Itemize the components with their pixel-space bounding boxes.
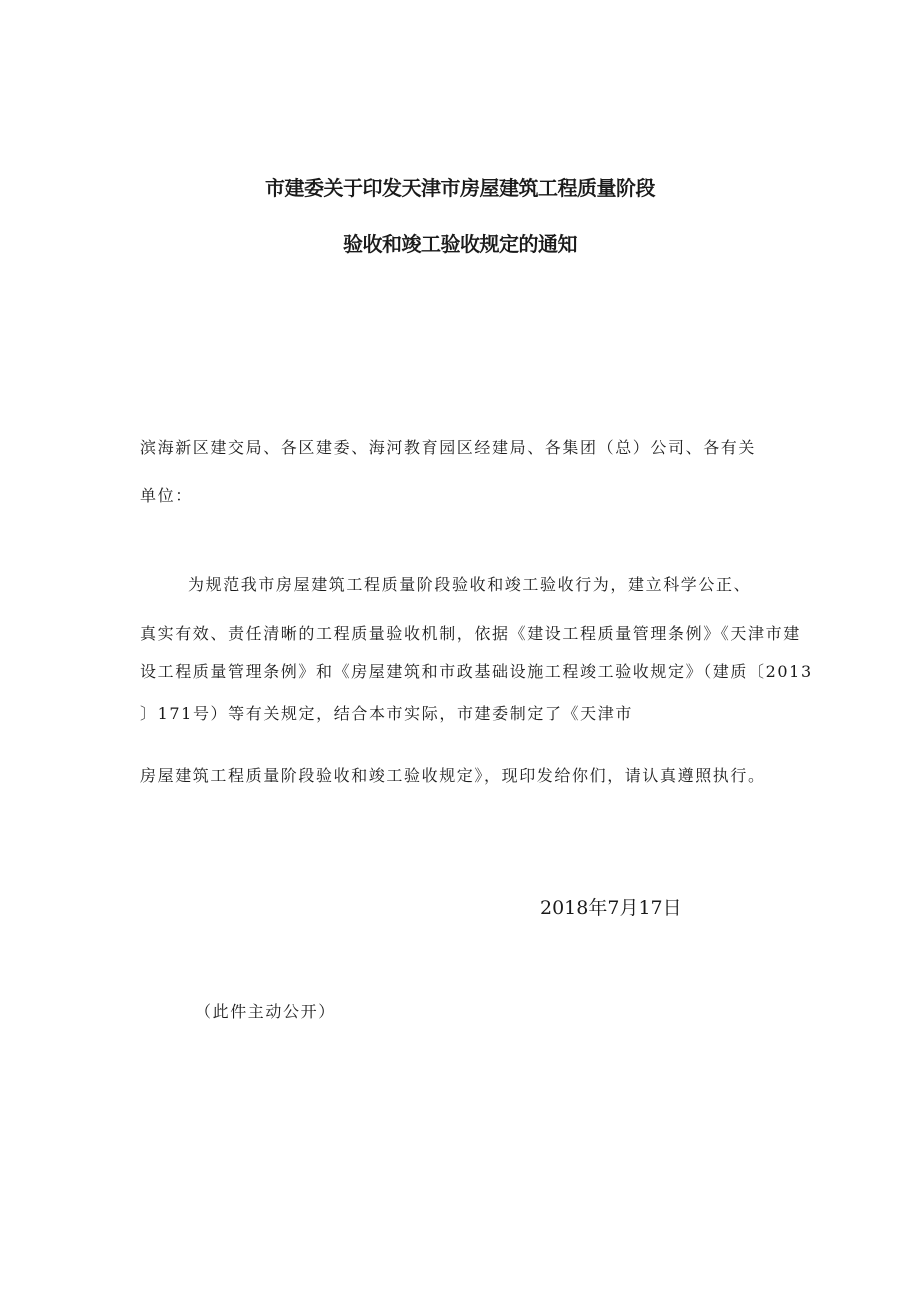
body-line-4: 〕171号）等有关规定，结合本市实际，市建委制定了《天津市: [140, 704, 633, 723]
disclosure-note: （此件主动公开）: [195, 1002, 336, 1021]
document-title-line-1: 市建委关于印发天津市房屋建筑工程质量阶段: [265, 176, 655, 200]
body-line-5: 房屋建筑工程质量阶段验收和竣工验收规定》，现印发给你们，请认真遵照执行。: [140, 766, 766, 785]
body-line-1: 为规范我市房屋建筑工程质量阶段验收和竣工验收行为，建立科学公正、: [188, 575, 752, 594]
body-line-3: 设工程质量管理条例》和《房屋建筑和市政基础设施工程竣工验收规定》（建质〔2013: [140, 662, 813, 681]
addressee-line-1: 滨海新区建交局、各区建委、海河教育园区经建局、各集团（总）公司、各有关: [140, 438, 757, 457]
issue-date: 2018年7月17日: [540, 897, 682, 919]
body-line-2: 真实有效、责任清晰的工程质量验收机制，依据《建设工程质量管理条例》《天津市建: [140, 624, 801, 643]
document-title-line-2: 验收和竣工验收规定的通知: [343, 232, 577, 256]
addressee-line-2: 单位：: [140, 486, 193, 505]
